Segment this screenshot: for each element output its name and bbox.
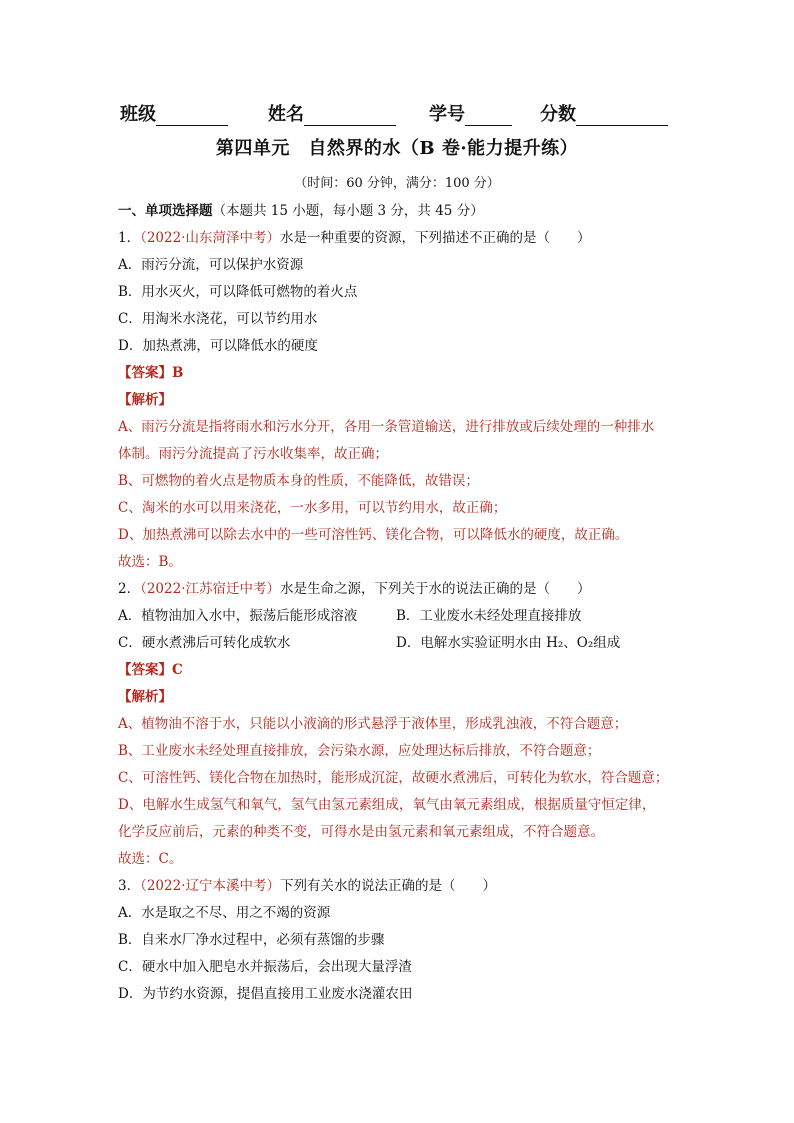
question-stem <box>118 576 683 603</box>
score-blank[interactable] <box>576 107 668 126</box>
class-blank[interactable] <box>156 107 228 126</box>
section-heading-line <box>118 198 683 225</box>
analysis-line: 体制。雨污分流提高了污水收集率，故正确； <box>118 446 388 462</box>
analysis-line: B、工业废水未经处理直接排放，会污染水源，应处理达标后排放，不符合题意； <box>118 743 601 759</box>
score-label: 分数 <box>540 104 576 125</box>
exam-content <box>118 198 683 1008</box>
analysis-line: A、植物油不溶于水，只能以小液滴的形式悬浮于液体里，形成乳浊液，不符合题意； <box>118 716 628 732</box>
option: C．硬水中加入肥皂水并振荡后，会出现大量浮渣 <box>118 959 412 975</box>
question-source: （2022·山东菏泽中考） <box>140 230 280 246</box>
answer-value: B <box>172 365 184 381</box>
analysis-line: A、雨污分流是指将雨水和污水分开，各用一条管道输送，进行排放或后续处理的一种排水 <box>118 419 655 435</box>
id-blank[interactable] <box>465 107 512 126</box>
exam-title: 第四单元 自然界的水（B 卷·能力提升练） <box>215 138 579 159</box>
analysis-label: 【解析】 <box>118 689 172 705</box>
section-heading: 一、单项选择题 <box>118 203 213 219</box>
option: A．雨污分流，可以保护水资源 <box>118 257 304 273</box>
option: C．硬水煮沸后可转化成软水 <box>118 635 291 651</box>
question-stem <box>118 225 683 252</box>
class-field <box>120 100 228 126</box>
question-number: 3． <box>118 878 141 894</box>
name-blank[interactable] <box>304 107 396 126</box>
id-field <box>429 100 512 126</box>
analysis-line: C、淘米的水可以用来浇花，一水多用，可以节约用水，故正确； <box>118 500 507 516</box>
answer-label: 【答案】 <box>118 365 172 381</box>
question-stem <box>118 873 683 900</box>
name-field <box>268 100 396 126</box>
answer-line <box>118 360 683 387</box>
analysis-line: 化学反应前后，元素的种类不变，可得水是由氢元素和氧元素组成，不符合题意。 <box>118 824 604 840</box>
question-text: 下列有关水的说法正确的是（ ） <box>280 878 496 894</box>
option: D．电解水实验证明水由 H₂、O₂组成 <box>396 635 621 651</box>
id-label: 学号 <box>429 104 465 125</box>
option: B．工业废水未经处理直接排放 <box>396 608 582 624</box>
analysis-line: B、可燃物的着火点是物质本身的性质，不能降低，故错误； <box>118 473 479 489</box>
section-note: （本题共 15 小题，每小题 3 分，共 45 分） <box>212 203 484 219</box>
score-field <box>540 100 668 126</box>
option: D．加热煮沸，可以降低水的硬度 <box>118 338 318 354</box>
answer-line <box>118 657 683 684</box>
option-row <box>118 603 683 630</box>
option: A．水是取之不尽、用之不竭的资源 <box>118 905 331 921</box>
analysis-label: 【解析】 <box>118 392 172 408</box>
option: A．植物油加入水中，振荡后能形成溶液 <box>118 608 358 624</box>
option: B．自来水厂净水过程中，必须有蒸馏的步骤 <box>118 932 385 948</box>
answer-label: 【答案】 <box>118 662 172 678</box>
question-source: （2022·江苏宿迁中考） <box>140 581 280 597</box>
class-label: 班级 <box>120 104 156 125</box>
conclusion: 故选：C。 <box>118 851 183 867</box>
conclusion: 故选：B。 <box>118 554 182 570</box>
question-number: 1． <box>118 230 141 246</box>
question-text: 水是一种重要的资源，下列描述不正确的是（ ） <box>280 230 591 246</box>
analysis-line: D、加热煮沸可以除去水中的一些可溶性钙、镁化合物，可以降低水的硬度，故正确。 <box>118 527 629 543</box>
exam-subtitle: （时间：60 分钟，满分：100 分） <box>294 176 500 191</box>
analysis-line: C、可溶性钙、镁化合物在加热时，能形成沉淀，故硬水煮沸后，可转化为软水，符合题意； <box>118 770 669 786</box>
answer-value: C <box>172 662 183 678</box>
question-number: 2． <box>118 581 141 597</box>
name-label: 姓名 <box>268 104 304 125</box>
question-source: （2022·辽宁本溪中考） <box>140 878 280 894</box>
option: D．为节约水资源，提倡直接用工业废水浇灌农田 <box>118 986 413 1002</box>
option: C．用淘米水浇花，可以节约用水 <box>118 311 318 327</box>
option: B．用水灭火，可以降低可燃物的着火点 <box>118 284 358 300</box>
option-row <box>118 630 683 657</box>
analysis-line: D、电解水生成氢气和氧气，氢气由氢元素组成，氧气由氧元素组成，根据质量守恒定律， <box>118 797 656 813</box>
question-text: 水是生命之源，下列关于水的说法正确的是（ ） <box>280 581 591 597</box>
